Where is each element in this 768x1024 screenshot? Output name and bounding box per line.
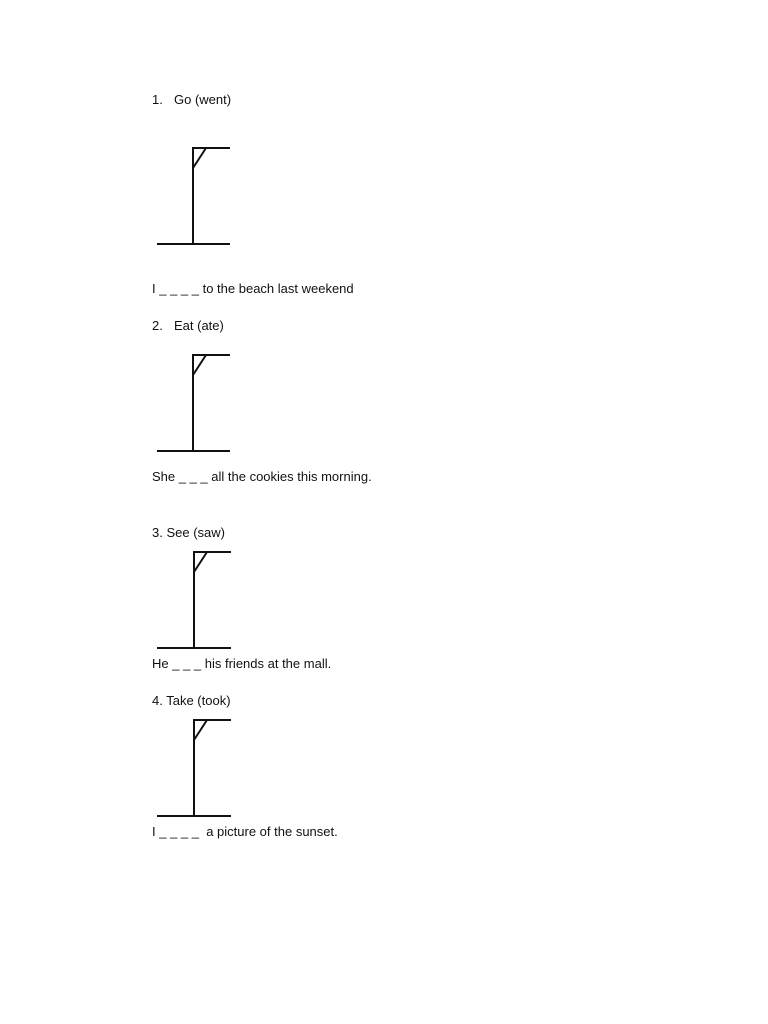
item-2-word: Eat (ate) [174,318,224,333]
item-3-number: 3. [152,525,163,540]
hangman-gallows-icon [154,349,236,457]
item-4-word: Take (took) [166,693,231,708]
item-1-heading [152,92,231,108]
item-4-sentence: I _ _ _ _ a picture of the sunset. [152,824,338,839]
item-1-word: Go (went) [174,92,232,107]
item-2-sentence: She _ _ _ all the cookies this morning. [152,469,372,484]
item-3-heading [152,525,225,541]
item-3-sentence: He _ _ _ his friends at the mall. [152,656,332,671]
item-3-word: See (saw) [166,525,225,540]
item-4-number: 4. [152,693,163,708]
hangman-gallows-icon [154,142,236,250]
hangman-gallows-icon [154,546,236,654]
item-1-number: 1. [152,92,163,107]
hangman-gallows-icon [154,714,236,822]
item-4-heading [152,693,231,709]
item-2-number: 2. [152,318,163,333]
item-1-sentence: I _ _ _ _ to the beach last weekend [152,281,354,296]
item-2-heading [152,318,224,334]
